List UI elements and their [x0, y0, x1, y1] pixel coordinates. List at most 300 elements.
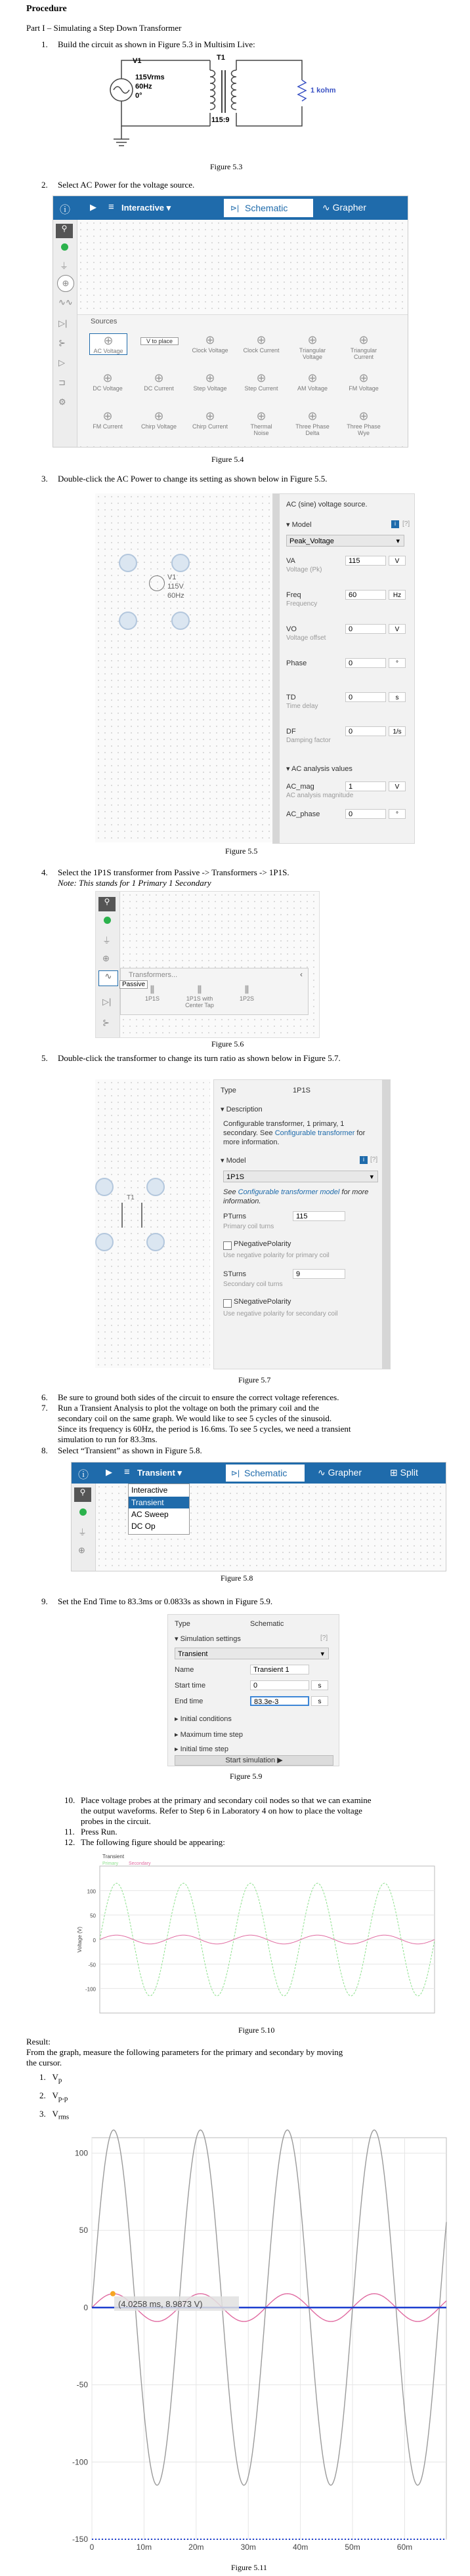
- param-unit: °: [389, 809, 406, 819]
- diode-icon[interactable]: ▷|: [102, 997, 112, 1007]
- y-axis-label: Voltage (V): [77, 1926, 83, 1953]
- step-number: 10.: [64, 1795, 75, 1805]
- pneg-label: PNegativePolarity: [234, 1240, 291, 1248]
- step-2-text: Select AC Power for the voltage source.: [58, 180, 195, 190]
- passive-icon[interactable]: ∿: [98, 970, 118, 986]
- source-phase: 0°: [135, 92, 142, 100]
- param-input[interactable]: 1: [345, 781, 386, 791]
- param-desc: Voltage (Pk): [286, 566, 322, 573]
- step-number: 4.: [41, 867, 48, 877]
- caption-fig-5-9: Figure 5.9: [230, 1772, 263, 1781]
- load-resistor: [298, 80, 306, 101]
- source-label: Step Voltage: [193, 385, 227, 392]
- menu-item-transient[interactable]: Transient: [129, 1497, 189, 1508]
- caption-fig-5-10: Figure 5.10: [238, 2025, 275, 2035]
- tab-grapher[interactable]: [318, 1467, 362, 1478]
- name-input[interactable]: Transient 1: [250, 1665, 309, 1674]
- x-tick-label: 30m: [240, 2543, 256, 2552]
- diode-icon[interactable]: ▷|: [58, 318, 68, 328]
- cursor-marker[interactable]: [110, 2291, 116, 2296]
- figure-5-8: [71, 1462, 446, 1571]
- chevron-left-icon[interactable]: ‹: [300, 970, 303, 979]
- left-sidebar: [72, 1484, 96, 1571]
- source-item[interactable]: [345, 409, 382, 436]
- param-input[interactable]: 0: [345, 692, 386, 702]
- sturns-desc: Secondary coil turns: [223, 1281, 283, 1288]
- step-number: 3.: [41, 474, 48, 484]
- source-label: Three Phase Delta: [295, 423, 330, 436]
- ac-source-symbol[interactable]: [149, 575, 165, 591]
- probe-tool-icon[interactable]: [171, 612, 190, 630]
- y-tick-label: 0: [93, 1938, 96, 1943]
- param-desc: Time delay: [286, 703, 318, 710]
- param-unit: s: [389, 692, 406, 702]
- description-tail: for more information.: [223, 1129, 366, 1146]
- source-item[interactable]: [294, 409, 331, 436]
- param-unit: V: [389, 624, 406, 634]
- transistor-icon[interactable]: ⊱: [58, 338, 66, 348]
- step-number: 11.: [64, 1827, 75, 1837]
- model-label: Model: [226, 1157, 246, 1165]
- configurable-model-link[interactable]: Configurable transformer model: [238, 1188, 340, 1196]
- step-7-line-1: Run a Transient Analysis to plot the voltage on both the primary coil and the: [58, 1403, 319, 1413]
- result-v: V: [52, 2090, 58, 2100]
- source-label: FM Current: [93, 423, 123, 430]
- param-input[interactable]: 0: [345, 809, 386, 819]
- source-item[interactable]: [294, 333, 331, 360]
- ground-icon[interactable]: ⏚: [60, 261, 69, 271]
- end-time-label: End time: [175, 1697, 203, 1705]
- tab-grapher[interactable]: [322, 202, 366, 213]
- y-tick-label: 100: [74, 2148, 88, 2158]
- description-section[interactable]: ▾ Description: [221, 1106, 263, 1113]
- probe-icon[interactable]: [79, 1508, 87, 1516]
- split-icon: ⊞: [390, 1467, 400, 1478]
- panel-title: AC (sine) voltage source.: [286, 501, 368, 509]
- sources-icon[interactable]: ⊕: [78, 1545, 85, 1555]
- info-icon[interactable]: ⓘ: [78, 1470, 89, 1481]
- source-item[interactable]: [345, 333, 382, 360]
- source-label: AM Voltage: [297, 385, 328, 392]
- help-icon[interactable]: [?]: [402, 520, 410, 528]
- param-label: VA: [286, 557, 295, 565]
- source-label: Chirp Voltage: [140, 423, 177, 430]
- model-select-value: Peak_Voltage: [289, 537, 334, 545]
- load-label: 1 kohm: [310, 87, 336, 94]
- param-input[interactable]: 0: [345, 658, 386, 668]
- probe-icon[interactable]: [104, 917, 111, 924]
- max-time-step-section[interactable]: ▸ Maximum time step: [175, 1731, 243, 1739]
- param-label: Phase: [286, 659, 307, 667]
- step-12-text: The following figure should be appearing:: [81, 1837, 225, 1847]
- y-tick-label: -50: [88, 1962, 96, 1968]
- max-time-step-label: Maximum time step: [180, 1731, 243, 1739]
- step-7-line-4: simulation to run for 83.3ms.: [58, 1434, 158, 1444]
- canvas-fig-5-5[interactable]: [95, 493, 272, 842]
- sim-settings-section[interactable]: ▾ Simulation settings: [175, 1635, 241, 1643]
- legend-entry: Secondary: [129, 1861, 151, 1866]
- source-item[interactable]: [192, 409, 228, 430]
- result-sub: p: [58, 2076, 62, 2085]
- chevron-down-icon: ▾: [370, 1173, 374, 1181]
- play-icon[interactable]: ▶: [90, 202, 96, 212]
- description-label: Description: [226, 1106, 263, 1113]
- source-icon: ⊕: [154, 409, 164, 423]
- mode-menu: [128, 1484, 190, 1535]
- param-label: TD: [286, 694, 296, 701]
- source-item[interactable]: [243, 409, 280, 436]
- figure-5-4: [53, 196, 408, 447]
- info-icon[interactable]: ⓘ: [60, 205, 71, 216]
- transient-chart-small: [74, 1852, 441, 2021]
- param-unit: 1/s: [389, 726, 406, 736]
- schematic-icon: ⊳|: [231, 1468, 240, 1478]
- type-label: Type: [221, 1087, 236, 1094]
- panel-search[interactable]: [129, 971, 177, 979]
- source-label: Step Current: [244, 385, 278, 392]
- symbol-voltage: 115V: [167, 583, 184, 591]
- start-time-input[interactable]: 0: [250, 1680, 309, 1690]
- source-item[interactable]: [89, 409, 126, 430]
- source-frequency: 60Hz: [135, 83, 152, 91]
- x-tick-label: 20m: [188, 2543, 204, 2552]
- panel-scrollbar[interactable]: [273, 494, 280, 843]
- x-tick-label: 0: [89, 2543, 95, 2552]
- result-v: V: [52, 2072, 58, 2082]
- ground-icon[interactable]: ⏚: [78, 1527, 87, 1537]
- transformer-name: T1: [127, 1194, 135, 1201]
- initial-time-step-label: Initial time step: [180, 1745, 228, 1753]
- sturns-input[interactable]: 9: [293, 1269, 345, 1279]
- transformer-properties-panel: [213, 1079, 391, 1369]
- x-tick-label: 40m: [292, 2543, 309, 2552]
- model-select[interactable]: [223, 1171, 378, 1182]
- sources-label: Sources: [91, 318, 117, 325]
- start-simulation-button[interactable]: Start simulation ▶: [175, 1755, 333, 1766]
- chevron-down-icon: ▾: [320, 1650, 324, 1658]
- tab-schematic[interactable]: [226, 1465, 305, 1482]
- transformer-item-label: 1P2S: [239, 995, 255, 1002]
- source-item[interactable]: [140, 371, 177, 392]
- transformer-icon: ⫼: [197, 984, 202, 995]
- result-sub: p-p: [58, 2094, 68, 2103]
- canvas-fig-5-7[interactable]: [95, 1079, 210, 1368]
- source-icon: ⊕: [358, 333, 369, 346]
- grapher-icon: ∿: [318, 1467, 328, 1478]
- tab-split[interactable]: [390, 1467, 418, 1478]
- source-label: DC Voltage: [93, 385, 123, 392]
- pturns-label: PTurns: [223, 1213, 247, 1220]
- y-tick-label: -100: [85, 1986, 96, 1993]
- part-title: Part I – Simulating a Step Down Transformer: [26, 23, 182, 33]
- sim-settings-label: Simulation settings: [180, 1635, 241, 1643]
- transistor-icon[interactable]: ⊱: [102, 1018, 110, 1028]
- tab-split-label: Split: [400, 1467, 418, 1478]
- step-number: 9.: [41, 1596, 48, 1606]
- transformer-item-label: 1P1S with Center Tap: [185, 995, 214, 1008]
- initial-conditions-label: Initial conditions: [180, 1715, 232, 1723]
- source-icon: ⊕: [102, 409, 113, 423]
- menu-icon[interactable]: ≡: [108, 201, 114, 213]
- chevron-down-icon: ▾: [396, 537, 400, 545]
- caption-fig-5-5: Figure 5.5: [225, 846, 258, 856]
- param-desc: Frequency: [286, 600, 318, 608]
- end-time-input[interactable]: 83.3e-3: [250, 1696, 309, 1706]
- result-item-1: 1. $V_p$: [39, 2072, 62, 2085]
- ac-analysis-section[interactable]: ▾ AC analysis values: [286, 765, 352, 773]
- top-toolbar: [53, 196, 408, 220]
- panel-search-text: Transformers...: [129, 971, 178, 979]
- ac-analysis-label: AC analysis values: [291, 765, 352, 773]
- source-icon: ⊕: [256, 333, 267, 346]
- caption-fig-5-6: Figure 5.6: [211, 1039, 244, 1049]
- description-body: Configurable transformer, 1 primary, 1 secondary. See: [223, 1120, 345, 1137]
- plot-area[interactable]: [92, 2138, 446, 2539]
- source-item[interactable]: [294, 371, 331, 392]
- source-label: Chirp Current: [192, 423, 228, 430]
- menu-icon[interactable]: ≡: [124, 1466, 130, 1478]
- rotate-icon[interactable]: [95, 1233, 114, 1251]
- legend-entry: Primary: [102, 1861, 119, 1866]
- source-item[interactable]: [140, 409, 177, 430]
- step-11-text: Press Run.: [81, 1827, 117, 1837]
- transformer-icon: ⫼: [244, 984, 249, 995]
- gate-icon[interactable]: ⊐: [58, 377, 66, 387]
- model-section[interactable]: ▾ Model: [286, 521, 312, 529]
- analysis-select[interactable]: [175, 1648, 329, 1659]
- transformer-item-label: 1P1S: [144, 995, 160, 1002]
- result-item-2: 2. $V_{p-p}$: [39, 2090, 68, 2103]
- step-number: 12.: [64, 1837, 75, 1847]
- step-3-text: Double-click the AC Power to change its setting as shown below in Figure 5.5.: [58, 474, 328, 484]
- tab-schematic-label: Schematic: [245, 203, 288, 213]
- source-icon: ⊕: [103, 334, 114, 347]
- source-item[interactable]: [140, 337, 179, 345]
- menu-item-interactive[interactable]: Interactive: [131, 1485, 168, 1495]
- see-text: See: [223, 1188, 236, 1196]
- x-tick-label: 10m: [136, 2543, 152, 2552]
- model-label: Model: [291, 521, 312, 529]
- search-icon[interactable]: ⚲: [56, 224, 73, 238]
- circuit-schematic: [92, 54, 341, 156]
- secondary-coil: [232, 70, 237, 110]
- mode-dropdown[interactable]: Interactive ▾: [121, 203, 171, 213]
- transformer-ratio: 115:9: [211, 116, 230, 124]
- y-tick-label: 0: [83, 2302, 88, 2312]
- result-label: Result:: [26, 2037, 51, 2046]
- step-number: 5.: [41, 1053, 48, 1063]
- source-label: Triangular Current: [350, 347, 377, 360]
- procedure-heading: Procedure: [26, 4, 67, 14]
- tab-grapher-label: Grapher: [328, 1467, 362, 1478]
- source-item[interactable]: [192, 371, 228, 392]
- transformer-name: T1: [217, 54, 225, 62]
- source-item[interactable]: [243, 333, 280, 354]
- pturns-input[interactable]: 115: [293, 1211, 345, 1221]
- cursor-readout: (4.0258 ms, 8.9873 V): [117, 2298, 203, 2309]
- param-unit: V: [389, 556, 406, 566]
- menu-item-ac-sweep[interactable]: AC Sweep: [131, 1510, 169, 1519]
- transformer-item[interactable]: [228, 984, 265, 1002]
- source-item[interactable]: [89, 371, 126, 392]
- type-value: 1P1S: [293, 1087, 310, 1094]
- param-input[interactable]: 60: [345, 590, 386, 600]
- source-icon: ⊕: [358, 409, 369, 423]
- chart-title: Transient: [102, 1854, 125, 1859]
- param-label: VO: [286, 625, 297, 633]
- source-label: AC Voltage: [93, 348, 123, 354]
- simulation-settings-panel: [167, 1614, 339, 1766]
- y-tick-label: 100: [87, 1888, 96, 1895]
- probe-icon[interactable]: [61, 243, 68, 251]
- flip-icon[interactable]: [95, 1178, 114, 1196]
- canvas[interactable]: [120, 892, 319, 1037]
- sneg-checkbox[interactable]: [223, 1299, 232, 1308]
- step-6-text: Be sure to ground both sides of the circuit to ensure the correct voltage references.: [58, 1392, 339, 1402]
- x-tick-label: 60m: [396, 2543, 413, 2552]
- properties-panel: [272, 493, 415, 844]
- sources-icon[interactable]: ⊕: [57, 275, 74, 292]
- search-icon[interactable]: ⚲: [74, 1487, 91, 1502]
- x-tick-label: 50m: [345, 2543, 360, 2552]
- step-10-line-1: Place voltage probes at the primary and secondary coil nodes so that we can examine: [81, 1795, 372, 1805]
- source-icon: ⊕: [307, 409, 318, 423]
- y-tick-label: 50: [79, 2226, 88, 2235]
- param-unit: Hz: [389, 590, 406, 600]
- sturns-label: STurns: [223, 1270, 247, 1278]
- primary-coil: [210, 70, 215, 110]
- flip-icon[interactable]: [119, 554, 137, 572]
- transient-chart-large: [66, 2127, 453, 2560]
- step-9-text: Set the End Time to 83.3ms or 0.0833s as shown in Figure 5.9.: [58, 1596, 273, 1606]
- source-label: V to place: [146, 338, 173, 344]
- source-label: Clock Current: [243, 347, 280, 354]
- pneg-checkbox[interactable]: [223, 1241, 232, 1250]
- model-select[interactable]: [286, 535, 404, 547]
- source-voltage: 115Vrms: [135, 73, 165, 81]
- circuit-figure: [92, 54, 341, 156]
- configurable-transformer-link[interactable]: Configurable transformer: [274, 1129, 355, 1137]
- source-item[interactable]: [89, 333, 127, 355]
- source-label: Three Phase Wye: [347, 423, 381, 436]
- help-icon[interactable]: [?]: [320, 1634, 328, 1642]
- ground-icon[interactable]: ⏚: [102, 936, 112, 945]
- info-badge[interactable]: i: [391, 520, 399, 528]
- transformer-item[interactable]: [134, 984, 171, 1002]
- menu-item-dc-op[interactable]: DC Op: [131, 1522, 156, 1531]
- param-unit: V: [389, 781, 406, 791]
- step-10-line-2: the output waveforms. Refer to Step 6 in Laboratory 4 on how to place the voltage: [81, 1806, 362, 1816]
- y-tick-label: -100: [72, 2457, 88, 2467]
- panel-scrollbar[interactable]: [382, 1080, 390, 1369]
- delete-icon[interactable]: [146, 1178, 165, 1196]
- source-item[interactable]: [243, 371, 280, 392]
- source-item[interactable]: [345, 371, 382, 392]
- step-number: 6.: [41, 1392, 48, 1402]
- source-item[interactable]: [192, 333, 228, 354]
- start-time-label: Start time: [175, 1682, 206, 1690]
- source-icon: ⊕: [205, 333, 215, 346]
- sneg-desc: Use negative polarity for secondary coil: [223, 1310, 338, 1318]
- result-text-1: From the graph, measure the following parameters for the primary and secondary by moving: [26, 2047, 343, 2057]
- analysis-select-value: Transient: [178, 1650, 208, 1658]
- end-time-unit: s: [311, 1696, 328, 1706]
- param-label: DF: [286, 728, 296, 736]
- left-sidebar: [53, 220, 77, 447]
- caption-fig-5-3: Figure 5.3: [210, 162, 243, 171]
- source-icon: ⊕: [307, 333, 318, 346]
- source-icon: ⊕: [102, 371, 113, 384]
- source-name: V1: [133, 57, 142, 65]
- description-text: [223, 1119, 378, 1147]
- start-time-unit: s: [311, 1680, 328, 1690]
- model-select-value: 1P1S: [226, 1173, 244, 1181]
- probe-tool-icon[interactable]: [146, 1233, 165, 1251]
- play-icon[interactable]: ▶: [106, 1467, 112, 1477]
- delete-icon[interactable]: [171, 554, 190, 572]
- step-number: 1.: [41, 39, 48, 49]
- initial-conditions-section[interactable]: ▸ Initial conditions: [175, 1715, 232, 1723]
- misc-icon[interactable]: ⚙: [58, 397, 66, 407]
- y-tick-label: 50: [90, 1913, 96, 1919]
- initial-time-step-section[interactable]: ▸ Initial time step: [175, 1745, 228, 1753]
- param-desc: Damping factor: [286, 737, 331, 744]
- param-input[interactable]: 0: [345, 624, 386, 634]
- info-badge[interactable]: i: [360, 1156, 368, 1164]
- transformer-icon: ⫼: [150, 984, 155, 995]
- transformer-symbol[interactable]: [121, 1203, 142, 1228]
- mode-dropdown[interactable]: Transient ▾: [137, 1468, 182, 1478]
- ground-symbol: [114, 139, 129, 146]
- source-icon: ⊕: [256, 409, 267, 423]
- model-section[interactable]: ▾ Model: [221, 1157, 246, 1165]
- figure-5-6: [95, 891, 320, 1038]
- model-note: [223, 1188, 378, 1206]
- caption-fig-5-7: Figure 5.7: [238, 1375, 271, 1384]
- resistor-icon[interactable]: ∿∿: [58, 297, 73, 307]
- result-sub: rms: [58, 2113, 70, 2121]
- help-icon[interactable]: [?]: [370, 1156, 378, 1163]
- sneg-label: SNegativePolarity: [234, 1298, 291, 1306]
- step-5-text: Double-click the transformer to change its turn ratio as shown below in Figure 5.7.: [58, 1053, 341, 1063]
- result-v: V: [52, 2109, 58, 2119]
- transformers-panel: [120, 968, 309, 1015]
- transformer-item[interactable]: [181, 984, 218, 1008]
- tab-schematic-label: Schematic: [244, 1468, 288, 1478]
- tab-schematic[interactable]: [224, 199, 313, 217]
- source-label: Thermal Noise: [250, 423, 272, 436]
- search-icon[interactable]: ⚲: [98, 897, 116, 911]
- y-tick-label: -150: [72, 2535, 88, 2544]
- opamp-icon[interactable]: ▷: [58, 358, 65, 367]
- type-label: Type: [175, 1620, 190, 1628]
- param-input[interactable]: 0: [345, 726, 386, 736]
- param-desc: AC analysis magnitude: [286, 792, 354, 799]
- tab-grapher-label: Grapher: [332, 202, 366, 213]
- sources-icon[interactable]: ⊕: [102, 953, 110, 963]
- caption-fig-5-11: Figure 5.11: [231, 2563, 267, 2572]
- param-input[interactable]: 115: [345, 556, 386, 566]
- step-10-line-3: probes in the circuit.: [81, 1816, 151, 1826]
- source-label: DC Current: [144, 385, 174, 392]
- source-label: Clock Voltage: [192, 347, 228, 354]
- step-number: 2.: [41, 180, 48, 190]
- pturns-desc: Primary coil turns: [223, 1223, 274, 1230]
- rotate-icon[interactable]: [119, 612, 137, 630]
- source-label: FM Voltage: [349, 385, 379, 392]
- name-label: Name: [175, 1666, 194, 1674]
- schematic-icon: ⊳|: [230, 203, 240, 213]
